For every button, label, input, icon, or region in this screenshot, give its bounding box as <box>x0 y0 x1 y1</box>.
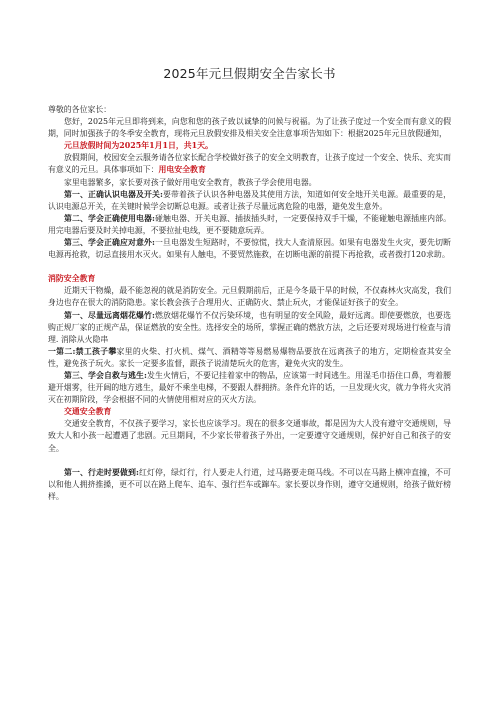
document-title: 2025年元旦假期安全告家长书 <box>163 66 336 81</box>
fire-item-2 <box>48 346 451 370</box>
electric-item-3-text: 一旦电器发生短路时，不要惊慌，找大人查清原因。如果有电器发生火灾，要先切断电源再抢救，切忌直接用水灭火。如果有人触电，不要贸然施救，在切断电源的前提下再抢救，或者拨打120求助。 <box>48 238 451 260</box>
holiday-paragraph-text: 放假期间，校园安全云服务请各位家长配合学校做好孩子的安全文明教育，让孩子度过一个安全、快乐、充实而有意义的元旦。具体事项如下： <box>48 153 451 175</box>
holiday-notice: 元旦放假时间为2025年1月1日，共1天。 <box>64 141 213 151</box>
holiday-paragraph <box>48 152 451 176</box>
electric-item-1 <box>48 189 451 213</box>
intro-paragraph: 您好，2025年元旦即将到来，向您和您的孩子致以诚挚的问候与祝福。为了让孩子度过一个安全而有意义的假期，同时加强孩子的冬季安全教育，现将元旦放假安排及相关安全注意事项告知如下：根据2025年元旦放假通知， <box>48 117 451 139</box>
electric-intro: 家里电器繁多，家长要对孩子做好用电安全教育，教孩子学会使用电器。 <box>64 177 317 187</box>
electric-item-2-text: 碰触电器、开关电源、插拔插头时，一定要保持双手干燥，不能碰触电源插座内部。用完电器后要及时关掉电源，不要拉扯电线，更不要随意玩弄。 <box>48 213 451 235</box>
traffic-item-1-label: 第一、行走时要做到: <box>64 467 139 477</box>
traffic-item-1 <box>48 467 451 503</box>
electric-item-3 <box>48 237 451 261</box>
traffic-item-1-text: 红灯停，绿灯行，行人要走人行道，过马路要走斑马线。不可以在马路上横冲直撞，不可以和他人拥挤推搡，更不可以在路上爬车、追车、强行拦车或蹿车。家长要以身作则，遵守交通规则，给孩子做好榜样。 <box>48 467 451 501</box>
electric-item-1-label: 第一、正确认识电器及开关: <box>64 189 163 199</box>
fire-item-3-text: 发生火情后，不要记挂着家中的物品，应该第一时间逃生。用湿毛巾捂住口鼻，弯着腰避开烟雾，往开阔的地方逃生，最好不乘坐电梯，不要跟人群拥挤。条件允许的话，一旦发现火灾，就力争将火灾消灭在初期阶段，学会根据不同的火情使用相对应的灭火方法。 <box>48 370 451 405</box>
fire-item-3 <box>48 370 451 406</box>
fire-item-2-label: 一第二:禁工孩子攀 <box>48 346 117 356</box>
fire-item-3-label: 第三、学会自救与逃生: <box>64 370 147 380</box>
fire-heading: 消防安全教育 <box>48 274 96 284</box>
salutation: 尊敬的各位家长： <box>48 105 112 114</box>
fire-item-1-label: 第一、尽量远离烟花爆竹: <box>64 310 155 320</box>
electric-item-1-text: 要带着孩子认识各种电器及其使用方法，知道如何安全地开关电源。最重要的是，认识电源总开关，在关键时候学会切断总电源。或者让孩子尽量远离危险的电器，避免发生意外。 <box>48 189 451 211</box>
electric-item-3-label: 第三、学会正确应对意外: <box>64 238 155 248</box>
electric-heading: 用电安全教育 <box>158 165 206 175</box>
fire-item-1-text: 燃放烟花爆竹不仅污染环境，也有明显的安全风险，最好远离。即使要燃放，也要选购正规厂家的正规产品，保证燃放的安全性。选择安全的场所，掌握正确的燃放方法，之后还要对现场进行检查与清理. 消除从火隐串 <box>48 310 451 344</box>
traffic-heading: 交通安全教育 <box>64 407 112 417</box>
electric-item-2 <box>48 213 451 237</box>
fire-item-2-text: 家里的火柴、打火机、煤气、酒精等等易燃易爆物品要放在远离孩子的地方，定期检查其安全性，避免孩子玩火。家长一定要多监督，跟孩子说清楚玩火的危害，避免火灾的发生。 <box>48 346 451 368</box>
fire-intro: 近期天干物燥，最不能忽视的就是消防安全。元旦假期前后，正是今冬最干旱的时候，不仅森林火灾高发，我们身边也存在很大的消防隐患。家长教会孩子合理用火、正确防火、禁止玩火，才能保证好孩子的安全。 <box>48 286 451 308</box>
traffic-intro: 交通安全教育，不仅孩子要学习，家长也应该学习。现在的很多交通事故，都是因为大人没有遵守交通规则，导致大人和小孩一起遭遇了悲剧。元旦期间，不少家长带着孩子外出，一定要遵守交通规则，保护好自己和孩子的安全。 <box>48 419 451 453</box>
electric-item-2-label: 第二、学会正确使用电器: <box>64 213 155 223</box>
fire-item-1 <box>48 310 451 346</box>
